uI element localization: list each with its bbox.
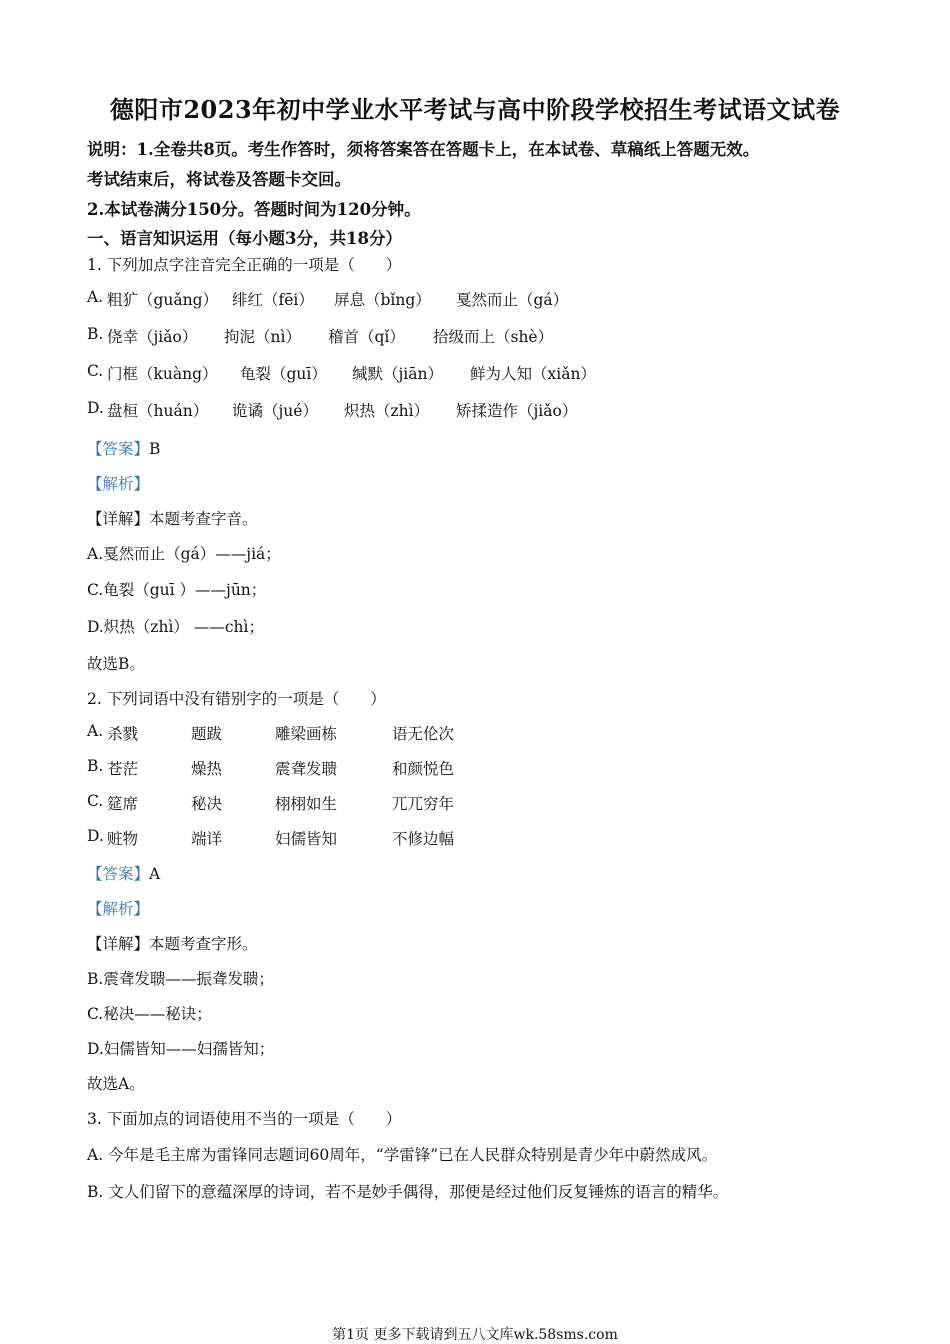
instructions-line-1: 说明：1.全卷共8页。考生作答时，须将答案答在答题卡上，在本试卷、草稿纸上答题无效。 <box>87 140 760 159</box>
option-item: 诡谲（jué） <box>232 402 318 420</box>
option-item: 语无伦次 <box>392 725 455 743</box>
q1-answer <box>87 437 160 459</box>
q2-conclusion: 故选A。 <box>87 1075 145 1093</box>
option-item: 妇儒皆知 <box>275 830 338 848</box>
option-item: 盘桓（huán） <box>107 402 209 420</box>
option-item: 绯红（fēi） <box>232 291 314 309</box>
answer-tag: 【答案】 <box>87 865 150 883</box>
option-item: 苍茫 <box>107 760 139 778</box>
option-item: 龟裂（guī） <box>240 365 327 383</box>
option-item: 炽热（zhì） <box>344 402 430 420</box>
q1-explanation-1: A.戛然而止（gá）——jiá； <box>87 545 281 563</box>
q3-option-a: A. 今年是毛主席为雷锋同志题词60周年，“学雷锋”已在人民群众特别是青少年中蔚然成风。 <box>87 1146 718 1164</box>
q3-option-b: B. 文人们留下的意蕴深厚的诗词，若不是妙手偶得，那便是经过他们反复锤炼的语言的精华。 <box>87 1183 729 1201</box>
q2-detail: 【详解】本题考查字形。 <box>87 935 258 953</box>
option-item: 筵席 <box>107 795 139 813</box>
q1-option-d <box>87 399 887 423</box>
option-item: 端详 <box>191 830 223 848</box>
option-item: 燥热 <box>191 760 223 778</box>
q2-option-d <box>87 827 887 851</box>
q2-option-a <box>87 722 887 746</box>
option-item: 秘决 <box>191 795 223 813</box>
option-item: 门框（kuàng） <box>107 365 218 383</box>
option-item: 震聋发聩 <box>275 760 338 778</box>
option-item: 缄默（jiān） <box>352 365 443 383</box>
option-label: C. <box>87 362 104 380</box>
q1-analysis-tag: 【解析】 <box>87 475 150 493</box>
q2-answer <box>87 862 160 884</box>
q1-detail: 【详解】本题考查字音。 <box>87 510 258 528</box>
q2-stem: 2. 下列词语中没有错别字的一项是（ ） <box>87 690 386 708</box>
option-item: 鲜为人知（xiǎn） <box>470 365 596 383</box>
option-item: 兀兀穷年 <box>392 795 455 813</box>
option-label: D. <box>87 827 104 845</box>
option-item: 粗犷（guǎng） <box>107 291 219 309</box>
option-label: B. <box>87 757 104 775</box>
section-heading: 一、语言知识运用（每小题3分，共18分） <box>87 229 402 248</box>
q2-explanation-1: B.震聋发聩——振聋发聩； <box>87 970 274 988</box>
option-item: 戛然而止（gá） <box>456 291 569 309</box>
option-item: 雕梁画栋 <box>275 725 338 743</box>
option-label: B. <box>87 325 104 343</box>
q1-stem: 1. 下列加点字注音完全正确的一项是（ ） <box>87 256 402 274</box>
q1-explanation-3: D.炽热（zhì） ——chì； <box>87 618 264 636</box>
option-item: 赃物 <box>107 830 139 848</box>
option-label: D. <box>87 399 104 417</box>
option-item: 不修边幅 <box>392 830 455 848</box>
option-item: 杀戮 <box>107 725 139 743</box>
q1-conclusion: 故选B。 <box>87 655 145 673</box>
q2-explanation-2: C.秘决——秘诀； <box>87 1005 212 1023</box>
q1-option-c <box>87 362 887 386</box>
option-label: A. <box>87 288 104 306</box>
answer-value: A <box>149 865 161 883</box>
q2-option-b <box>87 757 887 781</box>
answer-value: B <box>149 440 161 458</box>
q2-explanation-3: D.妇儒皆知——妇孺皆知； <box>87 1040 275 1058</box>
instructions-line-2: 考试结束后，将试卷及答题卡交回。 <box>87 170 351 189</box>
q2-option-c <box>87 792 887 816</box>
option-item: 栩栩如生 <box>275 795 338 813</box>
page-footer: 第1页 更多下载请到五八文库wk.58sms.com <box>332 1327 618 1343</box>
option-item: 和颜悦色 <box>392 760 455 778</box>
option-item: 屏息（bǐng） <box>334 291 431 309</box>
option-item: 矫揉造作（jiǎo） <box>456 402 578 420</box>
q3-stem: 3. 下面加点的词语使用不当的一项是（ ） <box>87 1110 402 1128</box>
q1-explanation-2: C.龟裂（guī ）——jūn； <box>87 581 267 599</box>
option-item: 题跋 <box>191 725 223 743</box>
option-label: C. <box>87 792 104 810</box>
answer-tag: 【答案】 <box>87 440 150 458</box>
page-title: 德阳市2023年初中学业水平考试与高中阶段学校招生考试语文试卷 <box>109 95 841 124</box>
instructions-line-3: 2.本试卷满分150分。答题时间为120分钟。 <box>87 200 421 219</box>
option-item: 稽首（qǐ） <box>328 328 405 346</box>
q1-option-a <box>87 288 887 312</box>
q1-option-b <box>87 325 887 349</box>
option-label: A. <box>87 722 104 740</box>
q2-analysis-tag: 【解析】 <box>87 900 150 918</box>
option-item: 拘泥（nì） <box>224 328 301 346</box>
option-item: 拾级而上（shè） <box>433 328 554 346</box>
option-item: 侥幸（jiǎo） <box>107 328 198 346</box>
